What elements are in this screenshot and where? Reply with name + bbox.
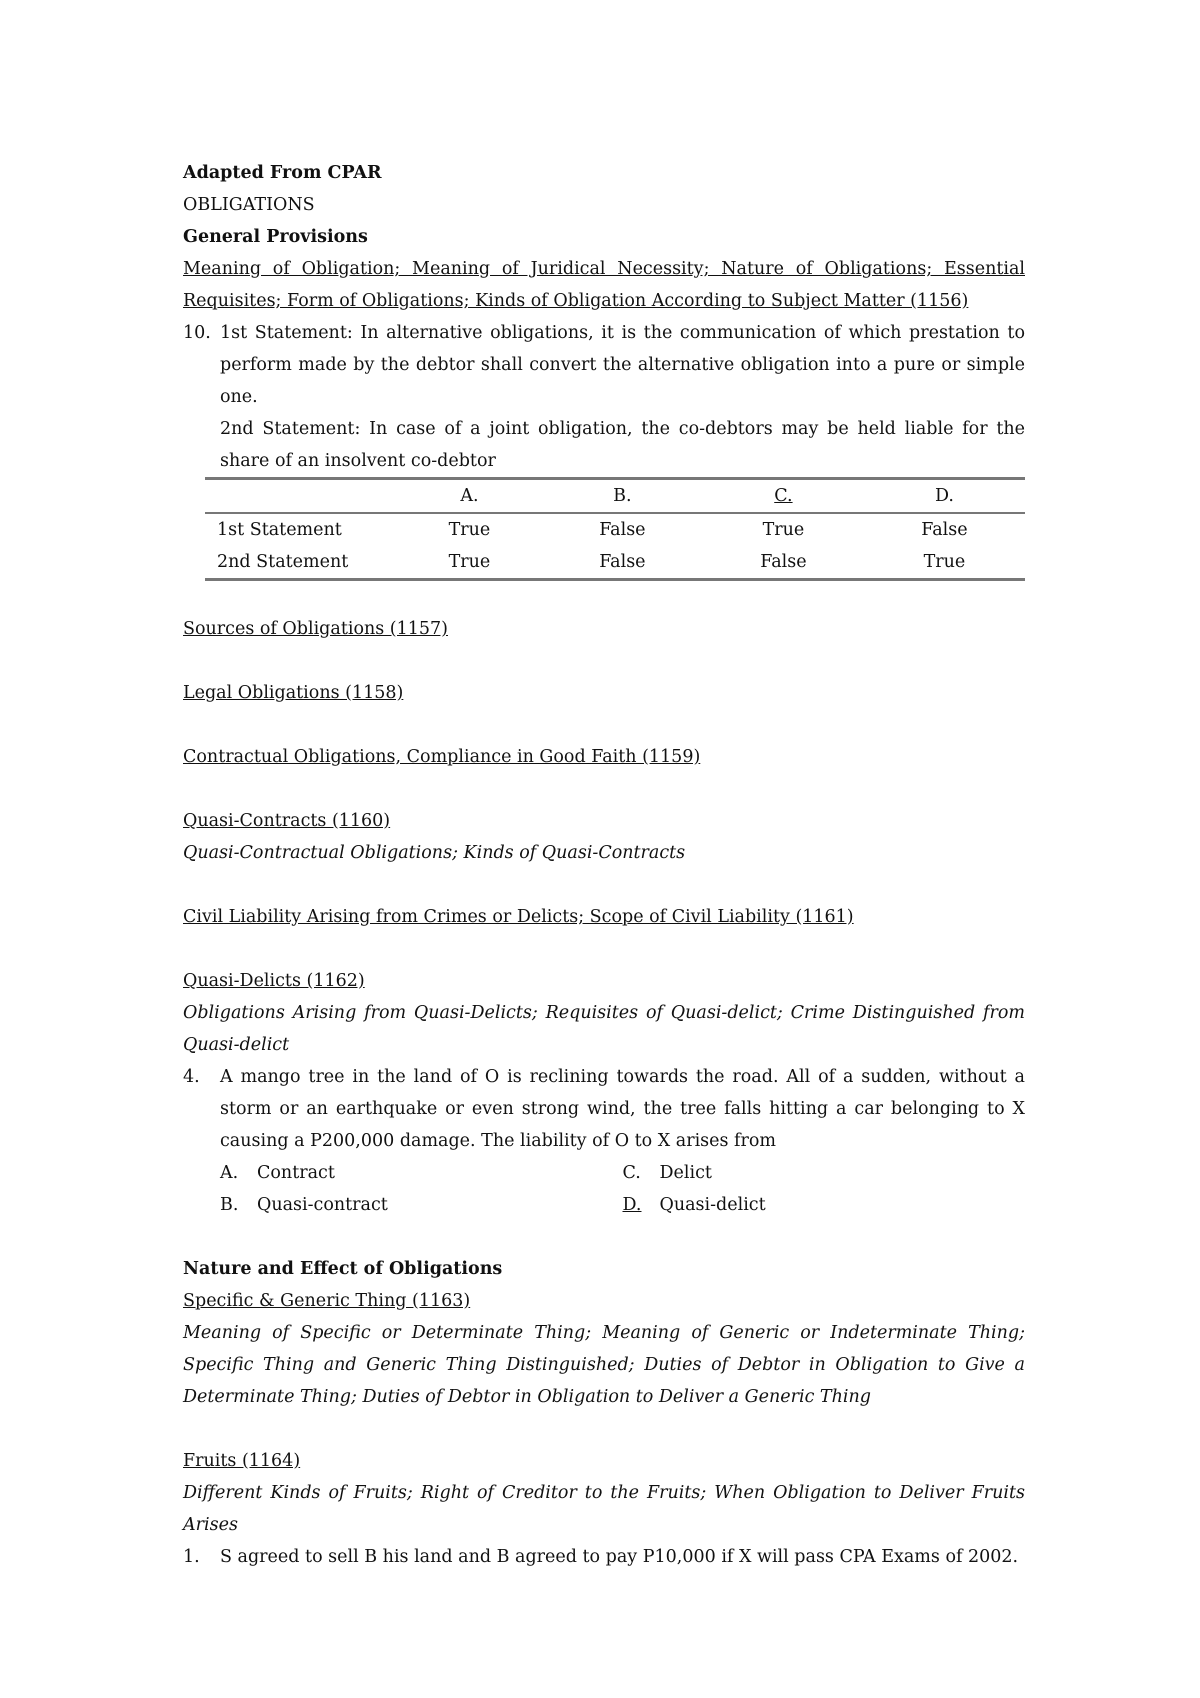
question-number: 10. xyxy=(183,323,211,343)
chapter-title: OBLIGATIONS xyxy=(183,195,315,215)
option-b xyxy=(220,1189,623,1221)
option-c xyxy=(623,1157,1026,1189)
statement-1: 1st Statement: In alternative obligations, it is the communication of which prestation to perform made by the debtor shall convert the alternative obligation into a pure or simple one. xyxy=(220,323,1025,407)
option-letter: C. xyxy=(622,1163,641,1183)
topic-subtopics: Different Kinds of Fruits; Right of Creditor to the Fruits; When Obligation to Deliver Fruits Arises xyxy=(183,1483,1025,1535)
statement-2: 2nd Statement: In case of a joint obligation, the co-debtors may be held liable for the share of an insolvent co-debtor xyxy=(220,419,1025,471)
topic-heading: Quasi-Delicts (1162) xyxy=(183,971,365,991)
option-text: Quasi-delict xyxy=(659,1195,766,1215)
topic-heading: Sources of Obligations (1157) xyxy=(183,619,448,639)
topic-heading: Specific & Generic Thing (1163) xyxy=(183,1291,471,1311)
table-cell: False xyxy=(921,520,968,540)
question-number: 1. xyxy=(183,1547,200,1567)
option-text: Contract xyxy=(257,1163,335,1183)
option-text: Quasi-contract xyxy=(257,1195,388,1215)
table-cell: 2nd Statement xyxy=(217,552,349,572)
question-number: 4. xyxy=(183,1067,200,1087)
topic-heading: Legal Obligations (1158) xyxy=(183,683,404,703)
table-cell: False xyxy=(599,552,646,572)
table-header-cell: A. xyxy=(460,486,479,506)
option-a xyxy=(220,1157,623,1189)
source-title: Adapted From CPAR xyxy=(183,163,382,183)
option-text: Delict xyxy=(659,1163,712,1183)
topic-heading: Civil Liability Arising from Crimes or Delicts; Scope of Civil Liability (1161) xyxy=(183,907,854,927)
table-header-cell: B. xyxy=(613,486,632,506)
table-header-cell xyxy=(703,479,864,514)
answer-table xyxy=(205,477,1025,581)
answer-options xyxy=(183,1157,1025,1221)
option-letter: B. xyxy=(220,1195,239,1215)
section-title: Nature and Effect of Obligations xyxy=(183,1259,503,1279)
table-row xyxy=(205,546,1025,580)
question-text: S agreed to sell B his land and B agreed to pay P10,000 if X will pass CPA Exams of 2002. xyxy=(220,1547,1019,1567)
question-1 xyxy=(183,1541,1025,1573)
table-cell: True xyxy=(448,520,491,540)
table-header-cell: D. xyxy=(934,486,954,506)
question-10 xyxy=(183,317,1025,477)
question-text: A mango tree in the land of O is reclining towards the road. All of a sudden, without a storm or an earthquake or even strong wind, the tree falls hitting a car belonging to X causing a P200,000 damage. The liability of O to X arises from xyxy=(220,1067,1025,1151)
answer-key-marker: D. xyxy=(622,1195,642,1215)
topic-heading: Contractual Obligations, Compliance in Good Faith (1159) xyxy=(183,747,701,767)
table-cell: 1st Statement xyxy=(217,520,342,540)
question-4 xyxy=(183,1061,1025,1157)
topic-heading: Fruits (1164) xyxy=(183,1451,301,1471)
topic-subtopics: Obligations Arising from Quasi-Delicts; Requisites of Quasi-delict; Crime Distinguished from Quasi-delict xyxy=(183,1003,1025,1055)
table-cell: True xyxy=(762,520,805,540)
section-title: General Provisions xyxy=(183,227,368,247)
topic-heading: Meaning of Obligation; Meaning of Juridical Necessity; Nature of Obligations; Essential Requisites; Form of Obligations; Kinds of Obligation According to Subject Matter (1156) xyxy=(183,259,1025,311)
table-cell: False xyxy=(599,520,646,540)
table-header-row xyxy=(205,479,1025,514)
option-letter: A. xyxy=(220,1163,239,1183)
topic-heading: Quasi-Contracts (1160) xyxy=(183,811,391,831)
topic-subtopics: Meaning of Specific or Determinate Thing; Meaning of Generic or Indeterminate Thing; Specific Thing and Generic Thing Distinguished; Duties of Debtor in Obligation to Give a Determinate Thing; Duties of Debtor in Obligation to Deliver a Generic Thing xyxy=(183,1323,1025,1407)
table-header-cell xyxy=(205,479,397,514)
table-cell: True xyxy=(448,552,491,572)
table-row xyxy=(205,513,1025,546)
table-cell: False xyxy=(760,552,807,572)
document-page xyxy=(183,157,1025,1573)
answer-key-marker: C. xyxy=(774,486,793,506)
table-cell: True xyxy=(923,552,966,572)
topic-subtopics: Quasi-Contractual Obligations; Kinds of Quasi-Contracts xyxy=(183,843,686,863)
option-d xyxy=(623,1189,1026,1221)
